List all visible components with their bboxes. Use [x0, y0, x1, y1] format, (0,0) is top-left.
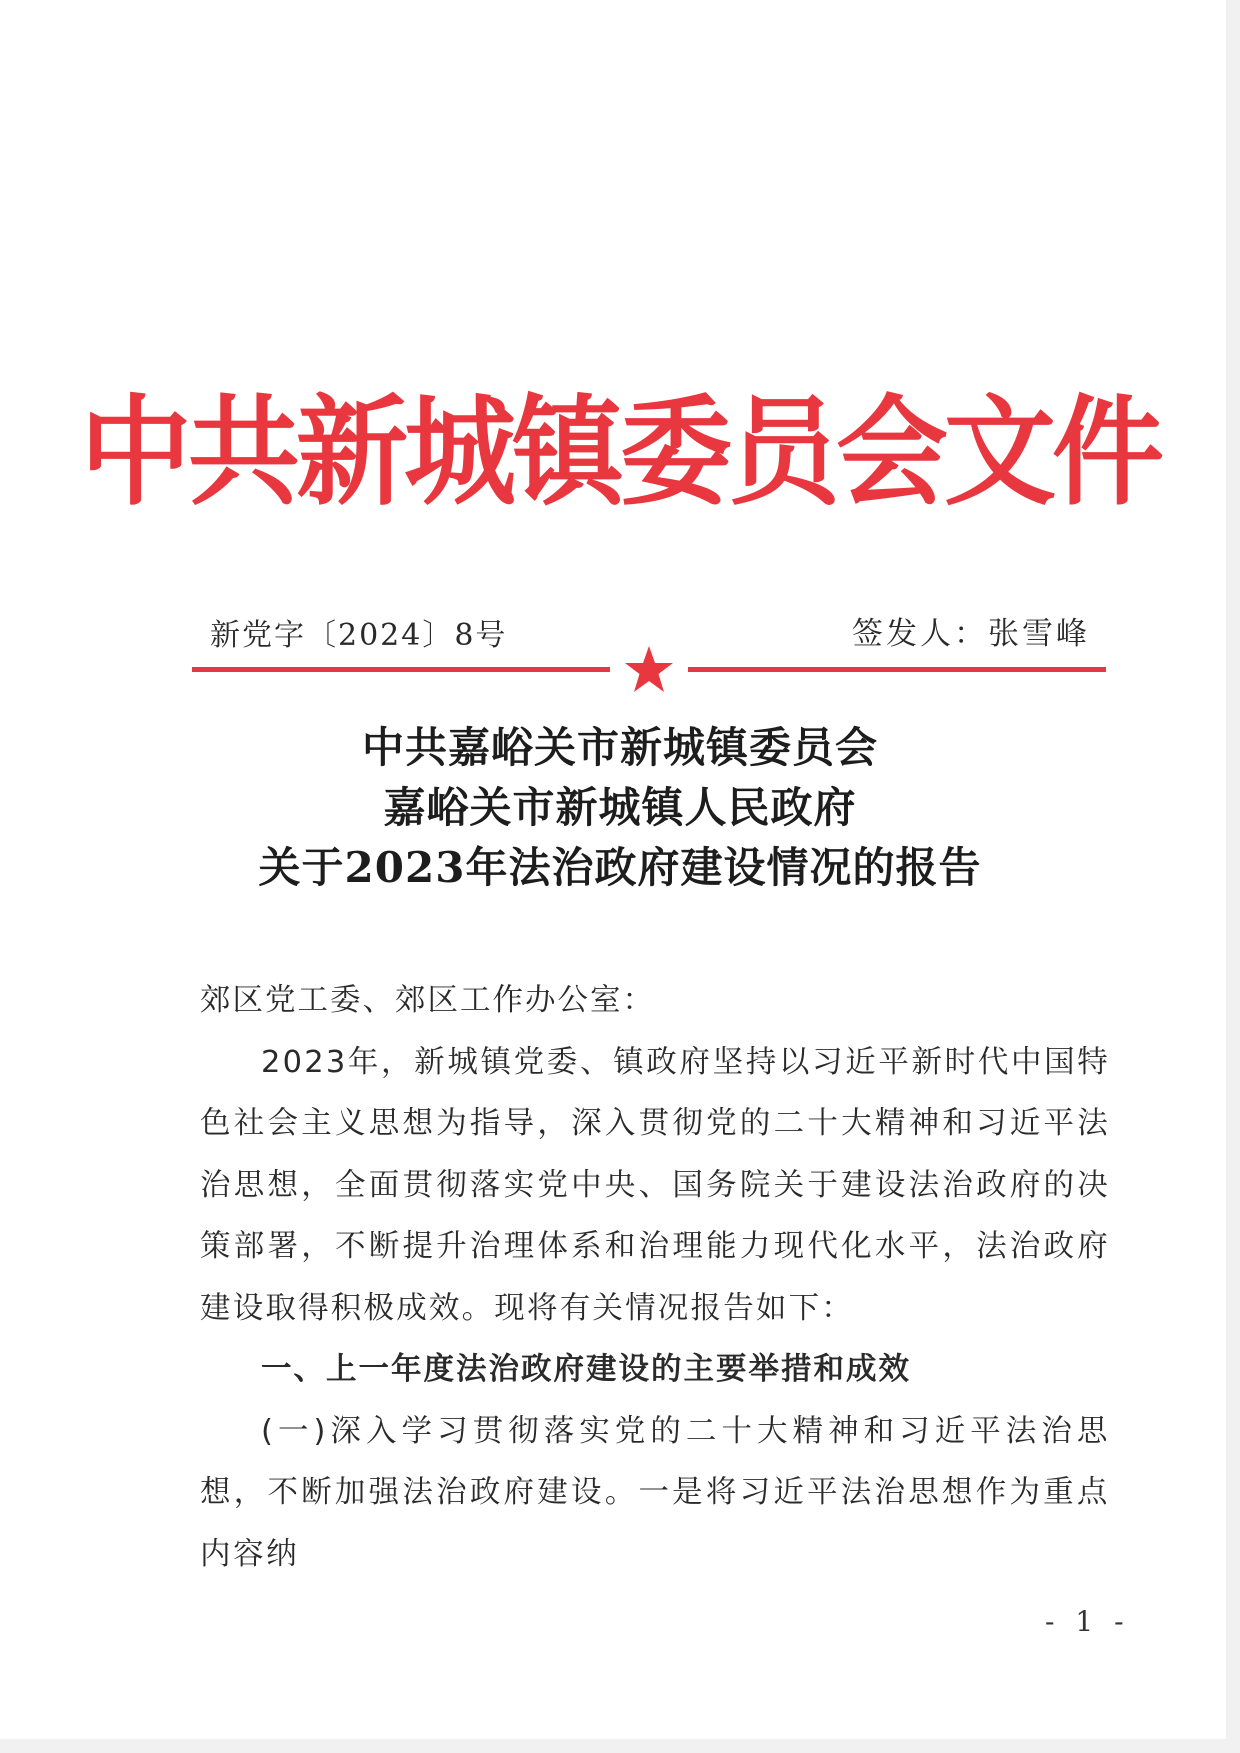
red-divider-right: [688, 667, 1106, 672]
document-title: [0, 718, 1240, 898]
title-line-3: 关于2023年法治政府建设情况的报告: [258, 843, 982, 892]
title-line-1: 中共嘉峪关市新城镇委员会: [361, 723, 878, 772]
issuer: 签发人：张雪峰: [852, 616, 1090, 652]
red-divider-left: [192, 667, 610, 672]
paragraph-intro: 2023年，新城镇党委、镇政府坚持以习近平新时代中国特色社会主义思想为指导，深入贯彻党的二十大精神和习近平法治思想，全面贯彻落实党中央、国务院关于建设法治政府的决策部署，不断提升治理体系和治理能力现代化水平，法治政府建设取得积极成效。现将有关情况报告如下：: [200, 1044, 1110, 1326]
document-body: [200, 970, 1110, 1585]
masthead-title: 中共新城镇委员会文件: [80, 383, 1160, 523]
title-line-2: 嘉峪关市新城镇人民政府: [383, 783, 857, 832]
paragraph-section-1: (一)深入学习贯彻落实党的二十大精神和习近平法治思想，不断加强法治政府建设。一是将习近平法治思想作为重点内容纳: [200, 1413, 1110, 1572]
salutation: 郊区党工委、郊区工作办公室：: [200, 983, 655, 1018]
star-icon: [624, 644, 674, 694]
section-heading: 一、上一年度法治政府建设的主要举措和成效: [261, 1352, 911, 1387]
document-number: 新党字〔2024〕8号: [210, 618, 508, 653]
page-number: - 1 -: [1045, 1605, 1130, 1638]
